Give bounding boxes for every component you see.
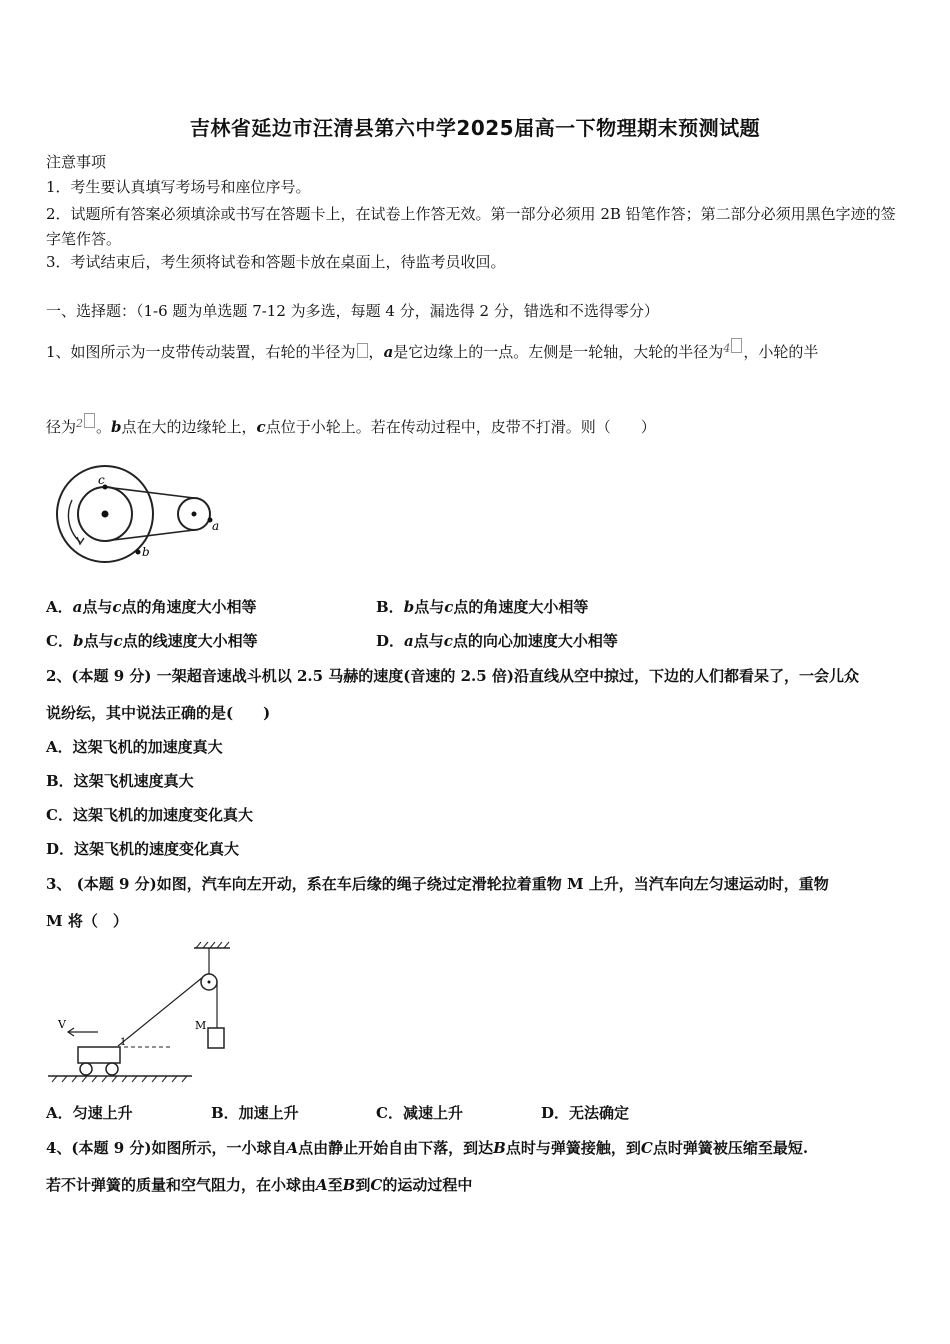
label-m: M — [195, 1019, 207, 1032]
axle-dot — [102, 511, 109, 518]
notice-item-3: 3．考试结束后，考生须将试卷和答题卡放在桌面上，待监考员收回。 — [46, 253, 506, 271]
q3-stem-line2: M 将（ ） — [46, 912, 128, 930]
q1-option-d[interactable]: D．a点与c点的向心加速度大小相等 — [376, 632, 618, 650]
q3-option-a[interactable]: A．匀速上升 — [46, 1104, 133, 1122]
radius-r-placeholder — [357, 343, 368, 358]
q1-var-a: a — [383, 343, 394, 361]
q4-stem-line1: 4、(本题 9 分)如图所示，一小球自A点由静止开始自由下落，到达B点时与弹簧接触，到C点时弹簧被压缩至最短. — [46, 1139, 809, 1157]
label-c: c — [98, 473, 105, 487]
q2-stem-line1: 2、(本题 9 分) 一架超音速战斗机以 2.5 马赫的速度(音速的 2.5 倍)沿直线从空中掠过，下边的人们都看呆了，一会儿众 — [46, 667, 860, 685]
label-b: b — [142, 545, 150, 559]
q2-option-d[interactable]: D．这架飞机的速度变化真大 — [46, 840, 240, 858]
q1-var-c: c — [256, 418, 266, 436]
q1-radius-4r: 4 — [723, 342, 743, 355]
q2-option-a[interactable]: A．这架飞机的加速度真大 — [46, 738, 223, 756]
q3-option-c[interactable]: C．减速上升 — [376, 1104, 463, 1122]
q4-stem-line2: 若不计弹簧的质量和空气阻力，在小球由A至B到C的运动过程中 — [46, 1176, 473, 1194]
q3-option-d[interactable]: D．无法确定 — [541, 1104, 630, 1122]
page-title: 吉林省延边市汪清县第六中学2025届高一下物理期末预测试题 — [189, 116, 761, 140]
label-v: V — [58, 1018, 66, 1031]
q1-option-b[interactable]: B．b点与c点的角速度大小相等 — [376, 598, 589, 616]
q1-radius-2r: 2 — [76, 417, 96, 430]
belt-drive-figure — [50, 460, 230, 570]
car-wheel-right — [106, 1063, 118, 1075]
notice-item-1: 1．考生要认真填写考场号和座位序号。 — [46, 178, 311, 196]
q1-option-a[interactable]: A．a点与c点的角速度大小相等 — [46, 598, 257, 616]
pulley-car-figure — [46, 940, 246, 1085]
q2-stem-line2: 说纷纭，其中说法正确的是( ) — [46, 704, 271, 722]
notice-heading: 注意事项 — [46, 153, 107, 171]
q1-stem-line2: 径为$^2$ 。b点在大的边缘轮上，c点位于小轮上。若在传动过程中，皮带不打滑。则（ ） — [46, 413, 656, 437]
car-wheel-left — [80, 1063, 92, 1075]
q2-option-b[interactable]: B．这架飞机速度真大 — [46, 772, 194, 790]
q1-stem-line1: 1、如图所示为一皮带传动装置，右轮的半径为 ，a是它边缘上的一点。左侧是一轮轴，大轮的半径为$^4$ ，小轮的半 — [46, 338, 818, 362]
right-axle-dot — [192, 512, 197, 517]
notice-item-2: 2．试题所有答案必须填涂或书写在答题卡上，在试卷上作答无效。第一部分必须用 2B 铅笔作答；第二部分必须用黑色字迹的签字笔作答。 — [46, 205, 896, 248]
angle-label: 1 — [120, 1037, 127, 1048]
section-heading: 一、选择题：（1-6 题为单选题 7-12 为多选，每题 4 分，漏选得 2 分，错选和不选得零分） — [46, 302, 659, 320]
q1-option-c[interactable]: C．b点与c点的线速度大小相等 — [46, 632, 258, 650]
car-body — [78, 1047, 120, 1063]
rotation-arrow-head — [77, 537, 84, 544]
q1-var-b: b — [111, 418, 122, 436]
q2-option-c[interactable]: C．这架飞机的加速度变化真大 — [46, 806, 253, 824]
weight-m — [208, 1028, 224, 1048]
label-a: a — [212, 519, 220, 533]
point-b — [136, 550, 141, 555]
q3-stem-line1: 3、 (本题 9 分)如图，汽车向左开动，系在车后缘的绳子绕过定滑轮拉着重物 M 上升，当汽车向左匀速运动时，重物 — [46, 875, 829, 893]
rope-slanted — [118, 977, 203, 1046]
q3-option-b[interactable]: B．加速上升 — [211, 1104, 299, 1122]
